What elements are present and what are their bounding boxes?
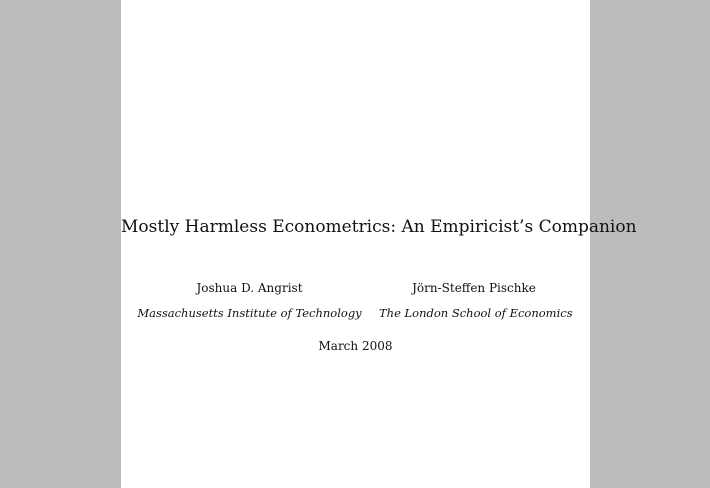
- author-affiliation: Massachusetts Institute of Technology: [137, 306, 362, 320]
- author-angrist: [137, 280, 362, 321]
- author-pischke: [379, 280, 573, 321]
- author-name: Joshua D. Angrist: [196, 281, 303, 295]
- author-name: Jörn-Steffen Pischke: [412, 281, 536, 295]
- document-date: March 2008: [318, 339, 393, 353]
- document-page: [121, 0, 637, 488]
- author-affiliation: The London School of Economics: [379, 306, 573, 320]
- document-title: Mostly Harmless Econometrics: An Empiricist’s Companion: [121, 217, 637, 237]
